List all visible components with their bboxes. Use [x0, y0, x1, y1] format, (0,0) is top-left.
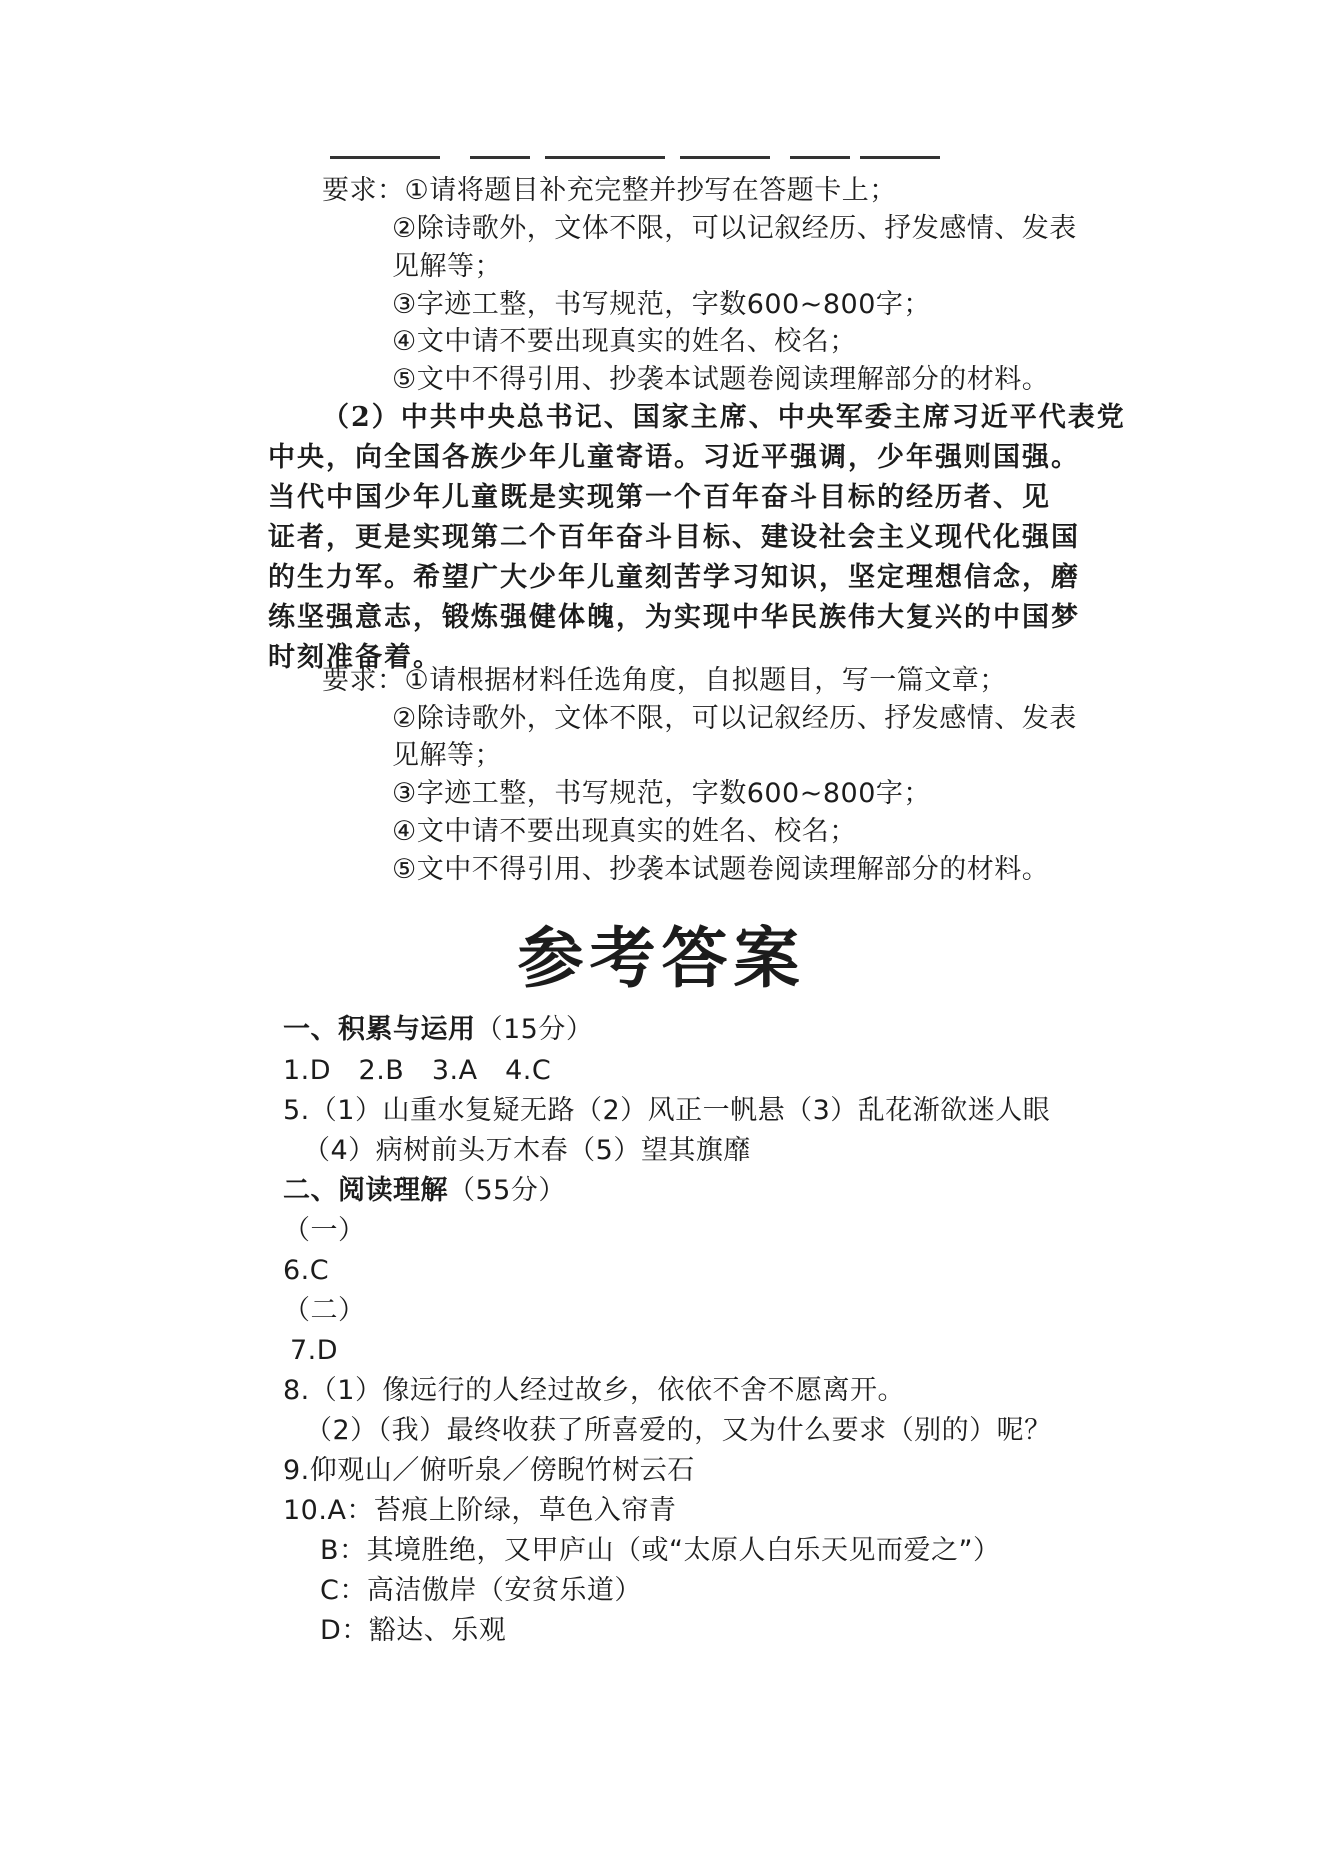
prompt2-line7: 时刻准备着。	[268, 642, 442, 673]
section2-heading	[283, 1173, 566, 1209]
req1-row1	[322, 173, 897, 209]
section1-score: （15分）	[475, 1014, 594, 1045]
req2-item4: ④文中请不要出现真实的姓名、校名；	[392, 816, 857, 847]
answer-10b: B：其境胜绝，又甲庐山（或“太原人白乐天见而爱之”）	[320, 1535, 1001, 1566]
req2-label: 要求：	[322, 665, 405, 696]
req2-item3: ③字迹工整，书写规范，字数600~800字；	[392, 778, 931, 809]
answer-key-title: 参考答案	[517, 920, 806, 997]
req1-item1: ①请将题目补充完整并抄写在答题卡上；	[404, 175, 897, 206]
part2-marker: （二）	[283, 1295, 366, 1326]
req2-item1: ①请根据材料任选角度，自拟题目，写一篇文章；	[404, 665, 1007, 696]
answers-1-4: 1.D 2.B 3.A 4.C	[283, 1055, 552, 1086]
answer-9: 9.仰观山／俯听泉／傍睨竹树云石	[283, 1455, 695, 1486]
section1-heading	[283, 1012, 593, 1048]
answer-10a: 10.A：苔痕上阶绿，草色入帘青	[283, 1495, 677, 1526]
answer-10c: C：高洁傲岸（安贫乐道）	[320, 1575, 642, 1606]
req2-item2-cont: 见解等；	[392, 740, 502, 771]
prompt2-line3: 当代中国少年儿童既是实现第一个百年奋斗目标的经历者、见	[268, 482, 1051, 513]
answer-8-line2: （2）（我）最终收获了所喜爱的，又为什么要求（别的）呢？	[305, 1415, 1052, 1446]
answer-10d: D：豁达、乐观	[320, 1615, 507, 1646]
req2-row1	[322, 663, 1007, 699]
req2-item2: ②除诗歌外，文体不限，可以记叙经历、抒发感情、发表	[392, 703, 1077, 734]
prompt2-line5: 的生力军。希望广大少年儿童刻苦学习知识，坚定理想信念，磨	[268, 562, 1080, 593]
answer-8-line1: 8.（1）像远行的人经过故乡，依依不舍不愿离开。	[283, 1375, 905, 1406]
answer-5-line1: 5.（1）山重水复疑无路（2）风正一帆悬（3）乱花渐欲迷人眼	[283, 1095, 1051, 1126]
prompt2-line1: （2）中共中央总书记、国家主席、中央军委主席习近平代表党	[322, 402, 1126, 433]
answer-5-line2: （4）病树前头万木春（5）望其旗靡	[303, 1135, 751, 1166]
prompt2-line2: 中央，向全国各族少年儿童寄语。习近平强调，少年强则国强。	[268, 442, 1080, 473]
req2-item5: ⑤文中不得引用、抄袭本试题卷阅读理解部分的材料。	[392, 854, 1050, 885]
req1-item2: ②除诗歌外，文体不限，可以记叙经历、抒发感情、发表	[392, 213, 1077, 244]
prompt2-line4: 证者，更是实现第二个百年奋斗目标、建设社会主义现代化强国	[268, 522, 1080, 553]
req1-item4: ④文中请不要出现真实的姓名、校名；	[392, 326, 857, 357]
req1-item5: ⑤文中不得引用、抄袭本试题卷阅读理解部分的材料。	[392, 364, 1050, 395]
answer-7: 7.D	[290, 1335, 339, 1366]
req1-item2-cont: 见解等；	[392, 251, 502, 282]
part1-marker: （一）	[283, 1215, 366, 1246]
req1-item3: ③字迹工整，书写规范，字数600~800字；	[392, 289, 931, 320]
section2-label: 二、阅读理解	[283, 1175, 448, 1206]
cut-off-line	[330, 150, 950, 164]
req1-label: 要求：	[322, 175, 405, 206]
prompt2-line6: 练坚强意志，锻炼强健体魄，为实现中华民族伟大复兴的中国梦	[268, 602, 1080, 633]
section2-score: （55分）	[448, 1175, 566, 1206]
section1-label: 一、积累与运用	[283, 1014, 476, 1045]
answer-6: 6.C	[283, 1255, 330, 1286]
